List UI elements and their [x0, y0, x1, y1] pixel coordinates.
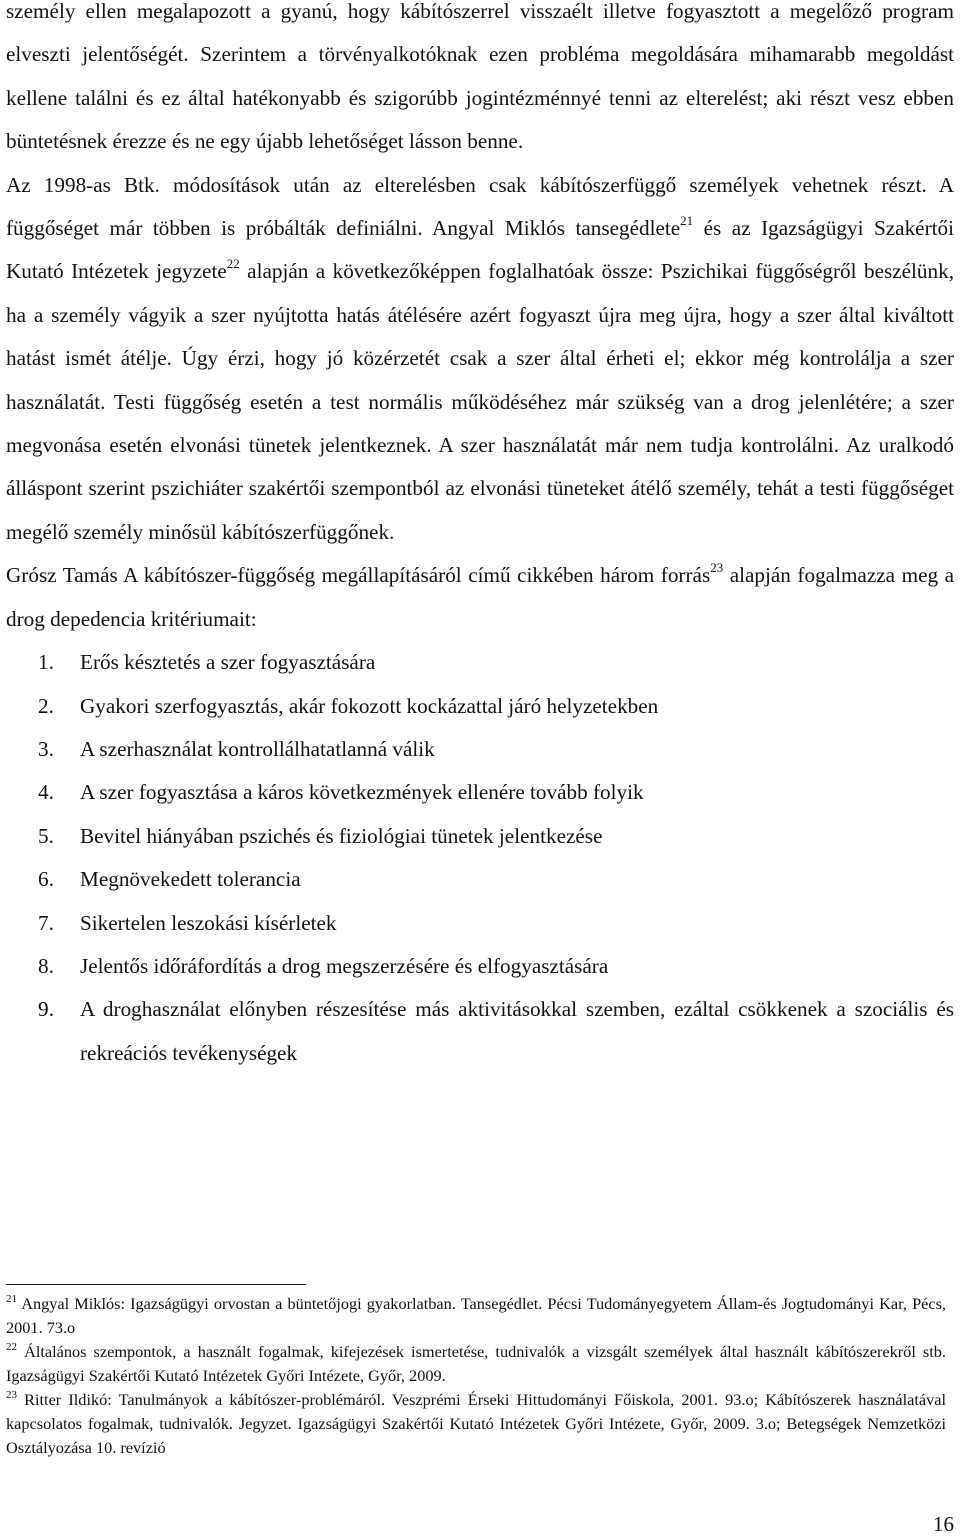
list-item-text: Gyakori szerfogyasztás, akár fokozott kockázattal járó helyzetekben [80, 693, 659, 718]
list-item [6, 858, 954, 901]
footnote-number: 21 [6, 1293, 17, 1305]
list-item [6, 988, 954, 1075]
list-item-number: 5. [38, 823, 54, 848]
footnote-ref-23[interactable]: 23 [710, 560, 724, 576]
list-item [6, 945, 954, 988]
footnote-ref-22[interactable]: 22 [226, 256, 240, 272]
list-item [6, 641, 954, 684]
footnote-22 [6, 1340, 946, 1388]
list-item-text: Jelentős időráfordítás a drog megszerzésére és elfogyasztására [80, 953, 609, 978]
list-item-text: A szer fogyasztása a káros következmények ellenére tovább folyik [80, 780, 644, 805]
document-page [6, 0, 954, 1075]
list-item-text: A droghasználat előnyben részesítése más aktivitásokkal szemben, ezáltal csökkenek a szociális és rekreációs tevékenységek [80, 997, 954, 1065]
list-item-number: 3. [38, 736, 54, 761]
list-item [6, 728, 954, 771]
list-item-text: Sikertelen leszokási kísérletek [80, 910, 337, 935]
footnote-23 [6, 1388, 946, 1460]
list-item-number: 4. [38, 780, 54, 805]
paragraph-dependency-part1: Az 1998-as Btk. módosítások után az elterelésben csak kábítószerfüggő személyek vehetnek részt. A függőséget már többen is próbálták definiálni. Angyal Miklós tansegédlete [6, 172, 954, 241]
footnote-number: 22 [6, 1341, 17, 1353]
paragraph-intro: személy ellen megalapozott a gyanú, hogy kábítószerrel visszaélt illetve fogyasztott a megelőző program elveszti jelentőségét. Szerintem a törvényalkotóknak ezen probléma megoldására mihamarabb megoldást kellene találni és ez által hatékonyabb és szigorúbb jogintézménnyé tenni az elterelést; aki részt vesz ebben büntetésnek érezze és ne egy újabb lehetőséget lásson benne. [6, 0, 954, 154]
list-item [6, 815, 954, 858]
list-item-number: 2. [38, 693, 54, 718]
paragraph-criteria-intro-part1: Grósz Tamás A kábítószer-függőség megállapításáról című cikkében három forrás [6, 563, 711, 588]
list-item [6, 771, 954, 814]
criteria-list [6, 641, 954, 1075]
footnotes [6, 1292, 946, 1460]
list-item [6, 902, 954, 945]
list-item-number: 6. [38, 867, 54, 892]
list-item-text: Erős késztetés a szer fogyasztására [80, 650, 376, 675]
paragraph-dependency [6, 164, 954, 555]
list-item-text: Bevitel hiányában pszichés és fiziológiai tünetek jelentkezése [80, 823, 603, 848]
page-number: 16 [933, 1512, 954, 1536]
list-item-text: A szerhasználat kontrollálhatatlanná válik [80, 736, 435, 761]
paragraph-criteria-intro-part2: alapján fogalmazza meg a drog depedencia kritériumait: [6, 563, 954, 631]
list-item-number: 1. [38, 650, 54, 675]
footnote-text: Általános szempontok, a használt fogalmak, kifejezések ismertetése, tudnivalók a vizsgált személyek által használt kábítószerekről stb. Igazságügyi Szakértői Kutató Intézetek Győri Intézete, Győr, 2009. [6, 1342, 946, 1385]
paragraph-criteria-intro [6, 554, 954, 641]
footnote-ref-21[interactable]: 21 [680, 213, 694, 229]
footnote-text: Ritter Ildikó: Tanulmányok a kábítószer-problémáról. Veszprémi Érseki Hittudományi Főiskola, 2001. 93.o; Kábítószerek használatával kapcsolatos fogalmak, tudnivalók. Jegyzet. Igazságügyi Szakértői Kutató Intézetek Győri Intézete, Győr, 2009. 3.o; Betegségek Nemzetközi Osztályozása 10. revízió [6, 1390, 946, 1457]
list-item-number: 7. [38, 910, 54, 935]
list-item [6, 685, 954, 728]
footnote-divider [6, 1284, 306, 1285]
paragraph-dependency-part3: alapján a következőképpen foglalhatóak össze: Pszichikai függőségről beszélünk, ha a személy vágyik a szer nyújtotta hatás átélésére azért fogyaszt újra meg újra, hogy a szer által kiváltott hatást ismét átélje. Úgy érzi, hogy jó közérzetét csak a szer által érheti el; ekkor még kontrolálja a szer használatát. Testi függőség esetén a test normális működéséhez már szükség van a drog jelenlétére; a szer megvonása esetén elvonási tünetek jelentkeznek. A szer használatát már nem tudja kontrolálni. Az uralkodó álláspont szerint pszichiáter szakértői szempontból az elvonási tüneteket átélő személy, tehát a testi függőséget megélő személy minősül kábítószerfüggőnek. [6, 259, 954, 544]
list-item-number: 8. [38, 953, 54, 978]
list-item-text: Megnövekedett tolerancia [80, 867, 301, 892]
footnote-21 [6, 1292, 946, 1340]
list-item-number: 9. [38, 997, 54, 1022]
footnote-number: 23 [6, 1389, 17, 1401]
body-text [6, 0, 954, 1075]
paragraph-dependency-part2: és az Igazságügyi Szakértői Kutató Intézetek jegyzete [6, 216, 954, 284]
footnote-text: Angyal Miklós: Igazságügyi orvostan a büntetőjogi gyakorlatban. Tansegédlet. Pécsi Tudományegyetem Állam-és Jogtudományi Kar, Pécs, 2001. 73.o [6, 1294, 946, 1337]
